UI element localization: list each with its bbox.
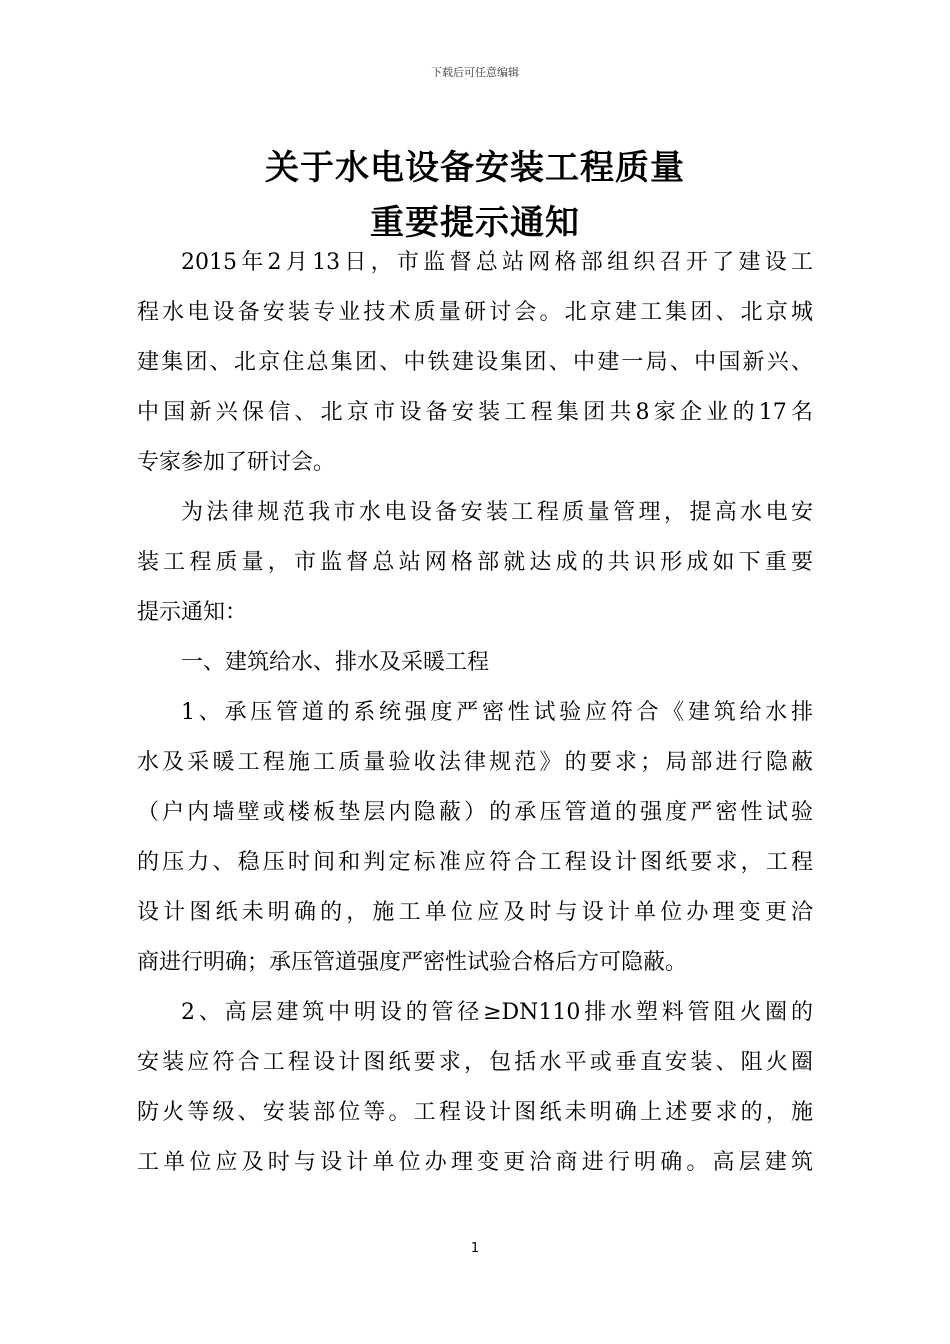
body-line: 1、承压管道的系统强度严密性试验应符合《建筑给水排 (181, 700, 813, 725)
body-line: 为法律规范我市水电设备安装工程质量管理，提高水电安 (181, 500, 813, 525)
body-line: （户内墙壁或楼板垫层内隐蔽）的承压管道的强度严密性试验 (137, 800, 813, 825)
page-header-note: 下载后可任意编辑 (431, 66, 519, 79)
body-line: 程水电设备安装专业技术质量研讨会。北京建工集团、北京城 (137, 300, 813, 325)
body-line: 工单位应及时与设计单位办理变更洽商进行明确。高层建筑 (137, 1150, 813, 1175)
body-line: 安装应符合工程设计图纸要求，包括水平或垂直安装、阻火圈 (137, 1050, 813, 1075)
body-line: 建集团、北京住总集团、中铁建设集团、中建一局、中国新兴、 (137, 350, 813, 375)
body-line: 中国新兴保信、北京市设备安装工程集团共8家企业的17名 (137, 400, 813, 425)
section-heading: 一、建筑给水、排水及采暖工程 (181, 650, 490, 675)
body-line: 设计图纸未明确的，施工单位应及时与设计单位办理变更洽 (137, 900, 813, 925)
body-line: 水及采暖工程施工质量验收法律规范》的要求；局部进行隐蔽 (137, 750, 813, 775)
body-line: 的压力、稳压时间和判定标准应符合工程设计图纸要求，工程 (137, 850, 813, 875)
page-number: 1 (470, 1241, 480, 1256)
body-line: 2、高层建筑中明设的管径≥DN110排水塑料管阻火圈的 (181, 1000, 813, 1025)
body-line: 商进行明确；承压管道强度严密性试验合格后方可隐蔽。 (137, 950, 688, 975)
document-title-line-2: 重要提示通知 (370, 203, 580, 243)
document-body (137, 238, 813, 1188)
body-line: 装工程质量，市监督总站网格部就达成的共识形成如下重要 (137, 550, 813, 575)
body-line: 专家参加了研讨会。 (137, 450, 336, 475)
body-line: 2015年2月13日，市监督总站网格部组织召开了建设工 (181, 250, 813, 275)
body-line: 提示通知： (137, 600, 248, 625)
document-title-line-1: 关于水电设备安装工程质量 (265, 148, 685, 188)
body-line: 防火等级、安装部位等。工程设计图纸未明确上述要求的，施 (137, 1100, 813, 1125)
